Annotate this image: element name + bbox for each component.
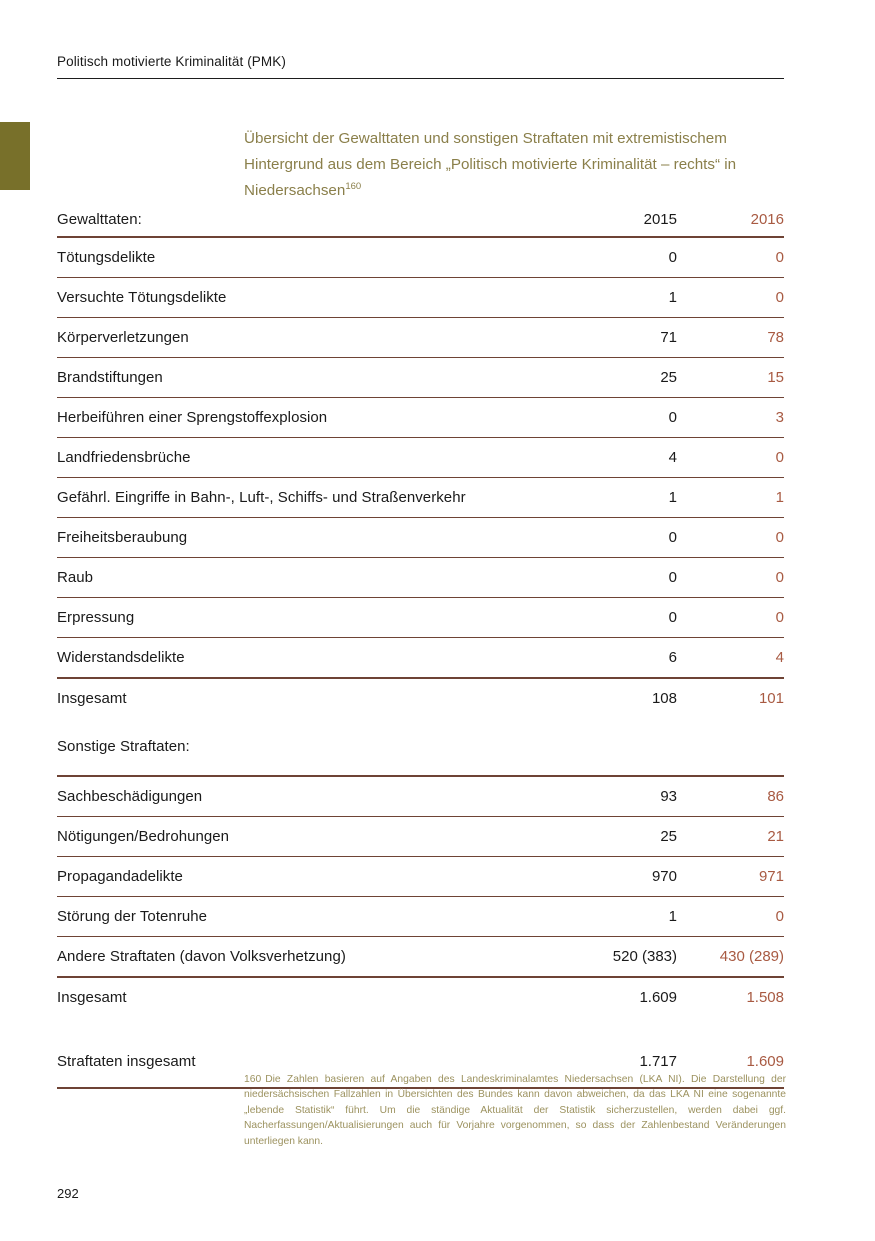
statistics-table-wrapper (57, 203, 784, 1089)
row-value-2015: 108 (651, 690, 677, 707)
table-section-heading-other (57, 718, 784, 776)
running-head: Politisch motivierte Kriminalität (PMK) (57, 54, 286, 69)
row-value-2016: 0 (677, 598, 784, 638)
row-value-2015: 25 (547, 817, 677, 857)
row-label: Insgesamt (57, 690, 127, 707)
row-value-2015: 6 (547, 638, 677, 679)
table-row (57, 237, 784, 278)
table-row-subtotal-other (57, 977, 784, 1017)
spacer-cell-2015 (547, 1017, 677, 1035)
column-header-2016: 2016 (677, 203, 784, 237)
row-value-2015: 25 (547, 358, 677, 398)
row-value-2016: 0 (677, 558, 784, 598)
table-row (57, 558, 784, 598)
column-header-category: Gewalttaten: (57, 203, 547, 237)
row-label: Körperverletzungen (57, 318, 547, 358)
table-body (57, 203, 784, 1088)
row-value-2016: 971 (677, 857, 784, 897)
row-value-2016: 86 (677, 776, 784, 817)
row-value-2016: 4 (677, 638, 784, 679)
statistics-table (57, 203, 784, 1089)
table-header-row (57, 203, 784, 237)
row-value-2016: 430 (289) (677, 937, 784, 978)
table-caption-text: Übersicht der Gewalttaten und sonstigen Straftaten mit extremistischem Hintergrund aus dem Bereich „Politisch motivierte Kriminalität – rechts“ in Niedersachsen (244, 130, 737, 199)
row-label: Gefährl. Eingriffe in Bahn-, Luft-, Schiffs- und Straßenverkehr (57, 478, 547, 518)
row-value-2016: 15 (677, 358, 784, 398)
row-label: Herbeiführen einer Sprengstoffexplosion (57, 398, 547, 438)
row-label: Sachbeschädigungen (57, 776, 547, 817)
table-row (57, 638, 784, 679)
spacer-cell-2016 (677, 1017, 784, 1035)
footnote-text: Die Zahlen basieren auf Angaben des Landeskriminalamtes Niedersachsen (LKA NI). Die Darstellung der niedersächsischen Fallzahlen in Übersichten des Bundes kann davon abweichen, da das LKA NI eine sogenannte „lebende Statistik“ führt. Um die ständige Aktualität der Statistik sicherzustellen, werden dabei ggf. Nacherfassungen/Aktualisierungen auch für Vorjahre vorgenommen, so dass der Zahlenbestand Veränderungen unterliegen kann. (244, 1074, 786, 1147)
row-label: Widerstandsdelikte (57, 638, 547, 679)
row-value-2015: 0 (547, 598, 677, 638)
row-value-2016: 1 (677, 478, 784, 518)
chapter-edge-marker (0, 122, 30, 190)
row-label: Freiheitsberaubung (57, 518, 547, 558)
table-row (57, 478, 784, 518)
row-value-2015: 0 (547, 398, 677, 438)
table-row (57, 897, 784, 937)
row-label: Nötigungen/Bedrohungen (57, 817, 547, 857)
row-value-2016: 0 (677, 278, 784, 318)
row-value-2015: 0 (547, 518, 677, 558)
table-spacer-row (57, 1017, 784, 1035)
row-value-2015: 1 (547, 478, 677, 518)
row-label: Versuchte Tötungsdelikte (57, 278, 547, 318)
row-value-2015: 0 (547, 237, 677, 278)
row-value-2015: 970 (547, 857, 677, 897)
table-row (57, 598, 784, 638)
caption-footnote-ref: 160 (345, 180, 362, 192)
row-value-2016: 1.609 (677, 1035, 784, 1088)
row-value-2015: 1.717 (547, 1035, 677, 1088)
row-label: Straftaten insgesamt (57, 1035, 547, 1088)
row-value-2016: 0 (677, 237, 784, 278)
row-value-2015: 4 (547, 438, 677, 478)
row-label: Störung der Totenruhe (57, 897, 547, 937)
row-value-2015: 1 (547, 278, 677, 318)
section-heading-spacer-2016 (677, 718, 784, 776)
row-value-2016: 101 (758, 690, 784, 707)
row-value-2016: 0 (677, 438, 784, 478)
row-value-2016: 3 (677, 398, 784, 438)
row-value-2016: 0 (677, 518, 784, 558)
column-header-2015: 2015 (547, 203, 677, 237)
row-label: Tötungsdelikte (57, 237, 547, 278)
table-row (57, 776, 784, 817)
row-value-2016: 1.508 (746, 989, 784, 1006)
row-value-2015: 93 (547, 776, 677, 817)
row-value-2015: 1 (547, 897, 677, 937)
spacer-cell-label (57, 1017, 547, 1035)
table-caption (244, 126, 786, 204)
table-row (57, 857, 784, 897)
section-heading-spacer-2015 (547, 718, 677, 776)
table-row (57, 438, 784, 478)
row-value-2015: 520 (383) (547, 937, 677, 978)
footnote (244, 1072, 786, 1149)
row-label: Erpressung (57, 598, 547, 638)
row-label: Raub (57, 558, 547, 598)
table-row (57, 518, 784, 558)
running-head-rule (57, 78, 784, 79)
section-heading-label: Sonstige Straftaten: (57, 718, 547, 776)
row-label: Insgesamt (57, 989, 127, 1006)
row-label: Brandstiftungen (57, 358, 547, 398)
row-label: Propagandadelikte (57, 857, 547, 897)
row-value-2015: 0 (547, 558, 677, 598)
table-row (57, 817, 784, 857)
table-row-subtotal-violent (57, 678, 784, 718)
page-number: 292 (57, 1186, 79, 1201)
row-value-2016: 0 (677, 897, 784, 937)
row-value-2016: 78 (677, 318, 784, 358)
table-row (57, 318, 784, 358)
table-row (57, 398, 784, 438)
row-value-2016: 21 (677, 817, 784, 857)
row-label: Landfriedensbrüche (57, 438, 547, 478)
row-value-2015: 71 (547, 318, 677, 358)
table-row (57, 358, 784, 398)
footnote-number: 160 (244, 1074, 262, 1085)
table-row (57, 278, 784, 318)
table-row (57, 937, 784, 978)
row-label: Andere Straftaten (davon Volksverhetzung) (57, 937, 547, 978)
row-value-2015: 1.609 (639, 989, 677, 1006)
